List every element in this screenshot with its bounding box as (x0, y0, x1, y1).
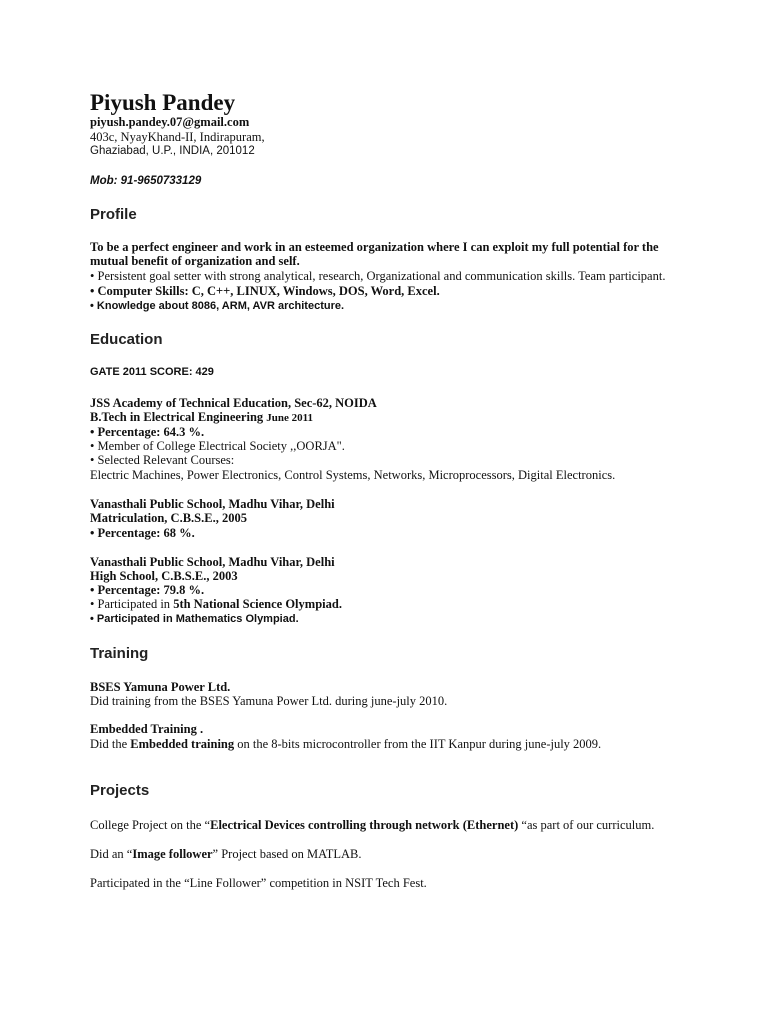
profile-knowledge: • Knowledge about 8086, ARM, AVR architecture. (90, 300, 345, 312)
embedded-description (90, 737, 601, 752)
project-2-title: Image follower (132, 847, 213, 861)
profile-skills-line: • Persistent goal setter with strong analytical, research, Organizational and communication skills. Team participant. (90, 269, 666, 283)
profile-heading: Profile (90, 206, 137, 223)
school2-level: High School, C.B.S.E., 2003 (90, 569, 238, 583)
bses-description: Did training from the BSES Yamuna Power Ltd. during june-july 2010. (90, 694, 448, 708)
embedded-title: Embedded Training . (90, 722, 204, 736)
address-line-2: Ghaziabad, U.P., INDIA, 201012 (90, 145, 255, 157)
jss-degree: B.Tech in Electrical Engineering (90, 410, 264, 424)
olympiad-science-name: 5th National Science Olympiad. (173, 597, 342, 611)
resume-name: Piyush Pandey (90, 90, 236, 115)
profile-computer-skills: • Computer Skills: C, C++, LINUX, Windows, DOS, Word, Excel. (90, 284, 440, 298)
jss-percentage: • Percentage: 64.3 %. (90, 425, 205, 439)
email-text: piyush.pandey.07@gmail.com (90, 115, 250, 129)
project-2 (90, 847, 361, 862)
projects-heading: Projects (90, 782, 150, 799)
project-1 (90, 818, 654, 833)
address-line-1: 403c, NyayKhand-II, Indirapuram, (90, 130, 265, 144)
embedded-prefix: Did the (90, 737, 131, 751)
school2-olympiad-math: • Participated in Mathematics Olympiad. (90, 613, 299, 625)
project-1-title: Electrical Devices controlling through network (Ethernet) (210, 818, 519, 832)
bses-title: BSES Yamuna Power Ltd. (90, 680, 231, 694)
project-2-suffix: ” Project based on MATLAB. (212, 847, 362, 861)
school1-institution: Vanasthali Public School, Madhu Vihar, Delhi (90, 497, 335, 511)
project-1-suffix: “as part of our curriculum. (518, 818, 655, 832)
embedded-suffix: on the 8-bits microcontroller from the IIT Kanpur during june-july 2009. (234, 737, 602, 751)
jss-courses: Electric Machines, Power Electronics, Control Systems, Networks, Microprocessors, Digital Electronics. (90, 468, 616, 482)
school1-level: Matriculation, C.B.S.E., 2005 (90, 511, 247, 525)
education-heading: Education (90, 331, 163, 348)
school2-olympiad-science (90, 597, 342, 612)
project-3: Participated in the “Line Follower” competition in NSIT Tech Fest. (90, 876, 427, 890)
project-1-prefix: College Project on the “ (90, 818, 211, 832)
project-2-prefix: Did an “ (90, 847, 133, 861)
olympiad-prefix: • Participated in (90, 597, 174, 611)
jss-institution: JSS Academy of Technical Education, Sec-62, NOIDA (90, 396, 377, 410)
training-heading: Training (90, 645, 149, 662)
school2-percentage: • Percentage: 79.8 %. (90, 583, 205, 597)
gate-score: GATE 2011 SCORE: 429 (90, 366, 214, 378)
profile-objective-line-1: To be a perfect engineer and work in an esteemed organization where I can exploit my full potential for the (90, 240, 659, 254)
jss-degree-line (90, 410, 313, 425)
mobile-number: Mob: 91-9650733129 (90, 175, 202, 187)
school2-institution: Vanasthali Public School, Madhu Vihar, Delhi (90, 555, 335, 569)
jss-date: June 2011 (266, 412, 314, 424)
profile-objective-line-2: mutual benefit of organization and self. (90, 254, 300, 268)
jss-member: • Member of College Electrical Society ,,OORJA". (90, 439, 345, 453)
school1-percentage: • Percentage: 68 %. (90, 526, 195, 540)
embedded-bold: Embedded training (130, 737, 235, 751)
jss-courses-label: • Selected Relevant Courses: (90, 453, 235, 467)
